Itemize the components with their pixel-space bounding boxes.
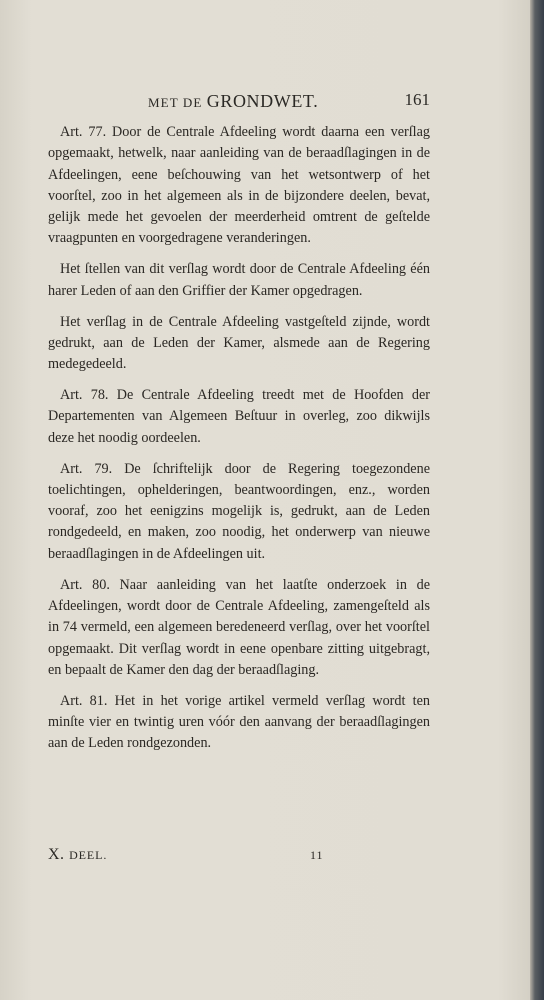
signature-mark: 11 bbox=[310, 848, 324, 862]
page-number: 161 bbox=[404, 90, 430, 109]
page-edge-shadow bbox=[530, 0, 544, 1000]
paragraph-verslag-gedrukt: Het verſlag in de Centrale Afdeeling vastgeſteld zijnde, wordt gedrukt, aan de Leden der Kamer, alsmede aan de Regering medegedeeld. bbox=[48, 313, 430, 373]
volume-number: X. bbox=[48, 846, 65, 863]
running-title-main: GRONDWET. bbox=[206, 91, 319, 111]
body-text bbox=[48, 122, 430, 764]
volume-word: DEEL. bbox=[69, 848, 108, 862]
running-title-prefix: MET DE bbox=[148, 95, 203, 110]
paragraph-art-81: Art. 81. Het in het vorige artikel vermeld verſlag wordt ten minſte vier en twintig uren vóór den aanvang der beraadſlagingen aan de Leden rondgezonden. bbox=[48, 692, 430, 752]
paragraph-art-79: Art. 79. De ſchriftelijk door de Regering toegezondene toelichtingen, ophelderingen, beantwoordingen, enz., worden vooraf, zoo het eenigzins mogelijk is, gedrukt, aan de Leden rondgedeeld, en maken, zoo noodig, het onderwerp van nieuwe beraadſlagingen in de Afdeelingen uit. bbox=[48, 460, 430, 562]
paragraph-art-77: Art. 77. Door de Centrale Afdeeling wordt daarna een verſlag opgemaakt, hetwelk, naar aanleiding van de beraadſlagingen in de Afdeelingen, eene beſchouwing van het wetsontwerp of het voorſtel, zoo in het algemeen als in de bijzondere deelen, bevat, gelijk mede het gevoelen der meerderheid omtrent de geſtelde vraagpunten en voorgedragene veranderingen. bbox=[48, 124, 430, 247]
paragraph-art-80: Art. 80. Naar aanleiding van het laatſte onderzoek in de Afdeelingen, wordt door de Centrale Afdeeling, zamengeſteld als in 74 vermeld, een algemeen beredeneerd verſlag, over het voorſtel opgemaakt. Dit verſlag wordt in eene openbare zitting uitgebragt, en bepaalt de Kamer den dag der beraadſlaging. bbox=[48, 576, 430, 678]
running-title bbox=[148, 91, 318, 112]
paragraph-art-78: Art. 78. De Centrale Afdeeling treedt met de Hoofden der Departementen van Algemeen Beſtuur in overleg, zoo dikwijls deze het noodig oordeelen. bbox=[48, 387, 430, 446]
volume-mark bbox=[48, 846, 107, 864]
paragraph-verslag-stellen: Het ſtellen van dit verſlag wordt door de Centrale Afdeeling één harer Leden of aan den Griffier der Kamer opgedragen. bbox=[48, 261, 430, 299]
page-footer bbox=[48, 846, 430, 870]
running-header bbox=[48, 88, 430, 114]
